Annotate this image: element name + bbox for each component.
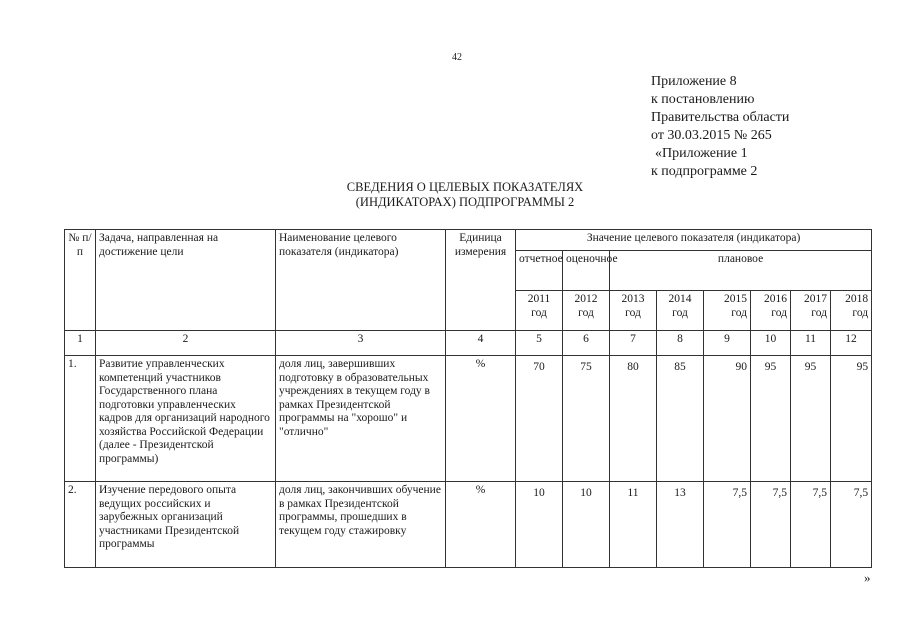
header-year: 2015 год (704, 291, 751, 331)
header-task: Задача, направленная на достижение цели (96, 230, 276, 331)
column-number: 9 (704, 331, 751, 356)
header-reported: отчетное (516, 251, 563, 291)
row-value: 7,5 (704, 482, 751, 568)
row-value: 90 (704, 356, 751, 482)
column-number: 8 (657, 331, 704, 356)
row-value: 80 (610, 356, 657, 482)
row-value: 10 (516, 482, 563, 568)
header-estimated: оценочное (563, 251, 610, 291)
column-number: 3 (276, 331, 446, 356)
row-indicator: доля лиц, завершивших подготовку в образовательных учреждениях в текущем году в рамках Президентской программы на "хорошо" и "отлично" (276, 356, 446, 482)
header-year: 2011 год (516, 291, 563, 331)
column-number: 2 (96, 331, 276, 356)
header-year: 2017 год (791, 291, 831, 331)
row-task: Развитие управленческих компетенций участников Государственного плана подготовки управленческих кадров для организаций народного хозяйства Российской Федерации (далее - Президентской программы) (96, 356, 276, 482)
header-year: 2013 год (610, 291, 657, 331)
row-num: 1. (65, 356, 96, 482)
row-value: 10 (563, 482, 610, 568)
header-unit: Единица измерения (446, 230, 516, 331)
header-year: 2012 год (563, 291, 610, 331)
page-number: 42 (452, 52, 462, 63)
column-number: 11 (791, 331, 831, 356)
closing-quote: » (864, 570, 871, 585)
appendix-line: к подпрограмме 2 (651, 164, 758, 179)
row-value: 75 (563, 356, 610, 482)
title-line: СВЕДЕНИЯ О ЦЕЛЕВЫХ ПОКАЗАТЕЛЯХ (346, 180, 584, 194)
appendix-block (651, 73, 789, 181)
row-value: 13 (657, 482, 704, 568)
column-number: 5 (516, 331, 563, 356)
row-unit: % (446, 482, 516, 568)
header-num: № п/п (65, 230, 96, 331)
column-number: 6 (563, 331, 610, 356)
header-year: 2018 год (831, 291, 872, 331)
row-value: 95 (791, 356, 831, 482)
column-number: 12 (831, 331, 872, 356)
appendix-line: «Приложение 1 (655, 146, 748, 161)
row-value: 85 (657, 356, 704, 482)
column-number: 7 (610, 331, 657, 356)
appendix-line: к постановлению (651, 92, 755, 107)
row-value: 95 (831, 356, 872, 482)
row-value: 7,5 (791, 482, 831, 568)
appendix-line: Правительства области (651, 110, 790, 125)
header-year: 2016 год (751, 291, 791, 331)
column-number: 1 (65, 331, 96, 356)
column-number: 10 (751, 331, 791, 356)
row-value: 11 (610, 482, 657, 568)
row-value: 7,5 (751, 482, 791, 568)
row-value: 70 (516, 356, 563, 482)
table-row (65, 482, 872, 568)
header-year: 2014 год (657, 291, 704, 331)
row-value: 7,5 (831, 482, 872, 568)
appendix-line: Приложение 8 (651, 74, 737, 89)
document-title (300, 180, 630, 210)
row-unit: % (446, 356, 516, 482)
column-number: 4 (446, 331, 516, 356)
header-value-group: Значение целевого показателя (индикатора) (516, 230, 872, 251)
indicators-table (64, 229, 872, 568)
row-task: Изучение передового опыта ведущих российских и зарубежных организаций участниками Президентской программы (96, 482, 276, 568)
header-planned: плановое (610, 251, 872, 291)
appendix-line: от 30.03.2015 № 265 (651, 128, 772, 143)
header-indicator: Наименование целевого показателя (индикатора) (276, 230, 446, 331)
table-row (65, 356, 872, 482)
row-value: 95 (751, 356, 791, 482)
row-indicator: доля лиц, закончивших обучение в рамках Президентской программы, прошедших в текущем году стажировку (276, 482, 446, 568)
title-line: (ИНДИКАТОРАХ) ПОДПРОГРАММЫ 2 (355, 195, 575, 209)
row-num: 2. (65, 482, 96, 568)
